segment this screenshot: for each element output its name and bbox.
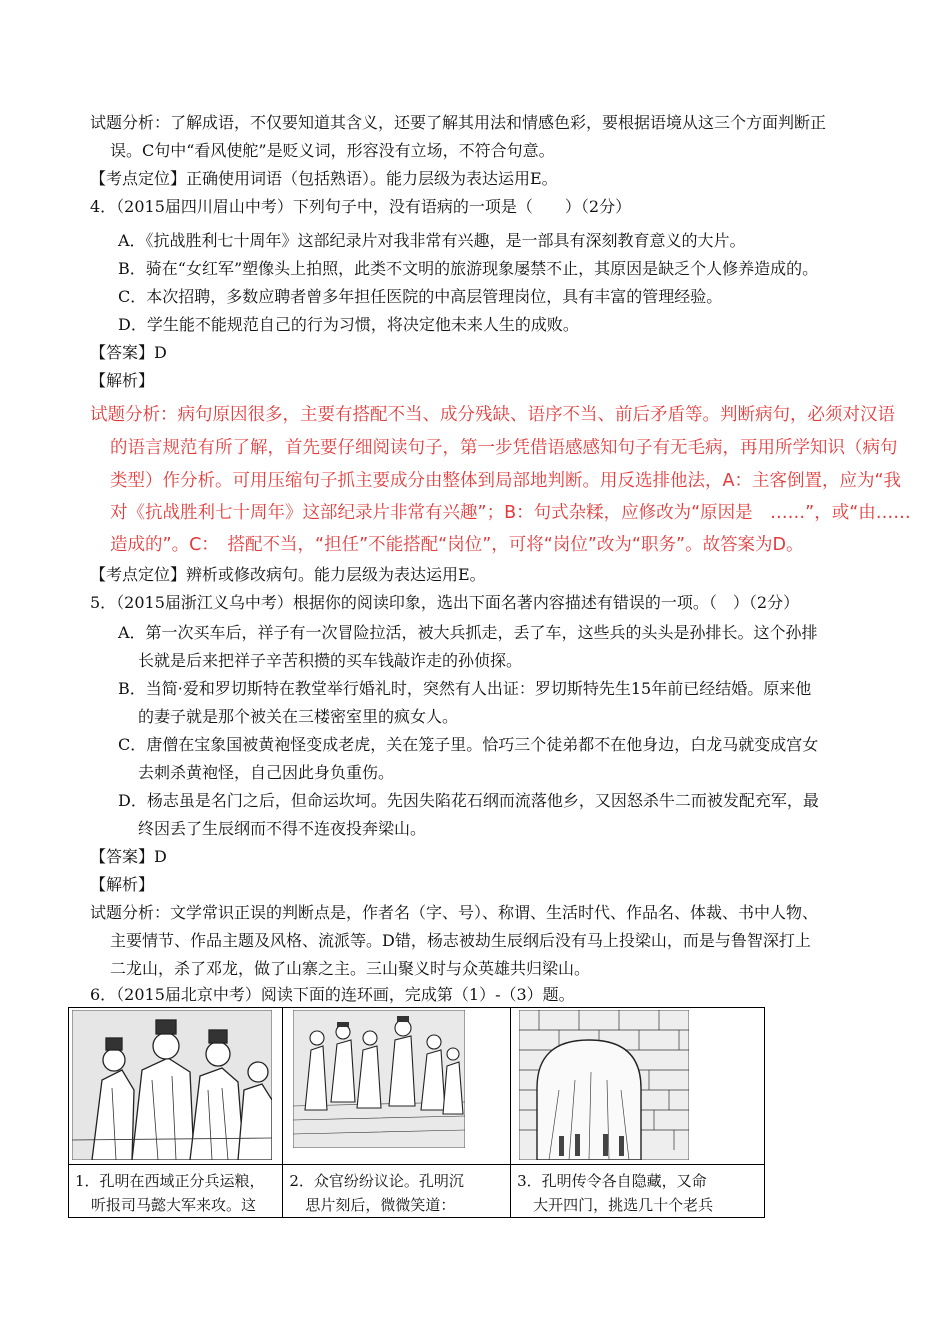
q5-option-b-line-1: B．当简·爱和罗切斯特在教堂举行婚礼时，突然有人出证：罗切斯特先生15年前已经结婚。原来他 — [118, 679, 812, 698]
comic-caption-2 — [283, 1165, 511, 1218]
q4-option-d: D．学生能不能规范自己的行为习惯，将决定他未来人生的成败。 — [118, 315, 579, 334]
comic-caption-3-line-2: 大开四门，挑选几十个老兵 — [533, 1196, 714, 1214]
q5-answer: 【答案】D — [90, 847, 167, 866]
q6-stem: 6．（2015届北京中考）阅读下面的连环画，完成第（1）-（3）题。 — [90, 985, 575, 1004]
analysis-3-line-2: 误。C句中“看风使舵”是贬义词，形容没有立场，不符合句意。 — [110, 141, 555, 160]
comic-caption-1 — [69, 1165, 283, 1218]
q5-analysis-line-3: 二龙山，杀了邓龙，做了山寨之主。三山聚义时与众英雄共归梁山。 — [110, 959, 591, 978]
q4-analysis-line-2: 的语言规范有所了解，首先要仔细阅读句子，第一步凭借语感感知句子有无毛病，再用所学知识（病句 — [110, 438, 898, 458]
q4-stem: 4．（2015届四川眉山中考）下列句子中，没有语病的一项是（ ）（2分） — [90, 197, 632, 216]
q4-answer: 【答案】D — [90, 343, 167, 362]
q5-analysis-line-2: 主要情节、作品主题及风格、流派等。D错，杨志被劫生辰纲后没有马上投梁山，而是与鲁智深打上 — [110, 931, 811, 950]
q5-option-c-line-2: 去刺杀黄袍怪，自己因此身负重伤。 — [138, 763, 395, 782]
comic-illustration-crowd — [293, 1010, 465, 1148]
q5-option-a-line-2: 长就是后来把祥子辛苦积攒的买车钱敲诈走的孙侦探。 — [138, 651, 523, 670]
comic-panel-3 — [511, 1008, 765, 1165]
q4-kaodian: 【考点定位】辨析或修改病句。能力层级为表达运用E。 — [90, 565, 486, 584]
analysis-3-line-1: 试题分析：了解成语，不仅要知道其含义，还要了解其用法和情感色彩，要根据语境从这三个方面判断正 — [90, 113, 827, 132]
comic-caption-3-line-1: 3．孔明传令各自隐藏，又命 — [517, 1172, 707, 1190]
comic-illustration-city-gate — [519, 1010, 689, 1160]
comic-caption-1-line-1: 1．孔明在西域正分兵运粮， — [75, 1172, 265, 1190]
q4-analysis-line-3: 类型）作分析。可用压缩句子抓主要成分由整体到局部地判断。用反选排他法，A：主客倒置，应为“我 — [110, 471, 902, 491]
comic-panel-2 — [283, 1008, 511, 1165]
q5-stem: 5．（2015届浙江义乌中考）根据你的阅读印象，选出下面名著内容描述有错误的一项。（ ）（2分） — [90, 593, 800, 612]
q4-analysis-line-4: 对《抗战胜利七十周年》这部纪录片非常有兴趣”；B：句式杂糅，应修改为“原因是 ……”，或“由…… — [110, 503, 911, 523]
q4-option-b: B．骑在“女红军”塑像头上拍照，此类不文明的旅游现象屡禁不止，其原因是缺乏个人修养造成的。 — [118, 259, 819, 278]
q4-analysis-line-5: 造成的”。C： 搭配不当，“担任”不能搭配“岗位”，可将“岗位”改为“职务”。故答案为D。 — [110, 535, 804, 555]
q5-jiexi: 【解析】 — [90, 875, 155, 894]
q4-jiexi: 【解析】 — [90, 371, 155, 390]
kaodian-3: 【考点定位】正确使用词语（包括熟语）。能力层级为表达运用E。 — [90, 169, 558, 188]
q5-analysis-line-1: 试题分析：文学常识正误的判断点是，作者名（字、号）、称谓、生活时代、作品名、体裁、书中人物、 — [90, 903, 819, 922]
q5-option-d-line-1: D．杨志虽是名门之后，但命运坎坷。先因失陷花石纲而流落他乡，又因怒杀牛二而被发配充军，最 — [118, 791, 819, 810]
comic-caption-2-line-1: 2．众官纷纷议论。孔明沉 — [289, 1172, 464, 1190]
comic-panel-1 — [69, 1008, 283, 1165]
comic-caption-1-line-2: 听报司马懿大军来攻。这 — [91, 1196, 257, 1214]
q5-option-a-line-1: A．第一次买车后，祥子有一次冒险拉活，被大兵抓走，丢了车，这些兵的头头是孙排长。这个孙排 — [118, 623, 818, 642]
q4-option-a: A．《抗战胜利七十周年》这部纪录片对我非常有兴趣，是一部具有深刻教育意义的大片。 — [118, 231, 746, 250]
q5-option-d-line-2: 终因丢了生辰纲而不得不连夜投奔梁山。 — [138, 819, 427, 838]
q4-analysis-line-1: 试题分析：病句原因很多，主要有搭配不当、成分残缺、语序不当、前后矛盾等。判断病句，必须对汉语 — [90, 405, 895, 425]
q5-option-b-line-2: 的妻子就是那个被关在三楼密室里的疯女人。 — [138, 707, 459, 726]
q5-option-c-line-1: C．唐僧在宝象国被黄袍怪变成老虎，关在笼子里。恰巧三个徒弟都不在他身边，白龙马就变成宫女 — [118, 735, 819, 754]
comic-strip-table — [68, 1007, 765, 1218]
comic-caption-2-line-2: 思片刻后，微微笑道： — [305, 1196, 456, 1214]
comic-illustration-officials — [72, 1010, 272, 1160]
comic-caption-3 — [511, 1165, 765, 1218]
q4-option-c: C．本次招聘，多数应聘者曾多年担任医院的中高层管理岗位，具有丰富的管理经验。 — [118, 287, 723, 306]
